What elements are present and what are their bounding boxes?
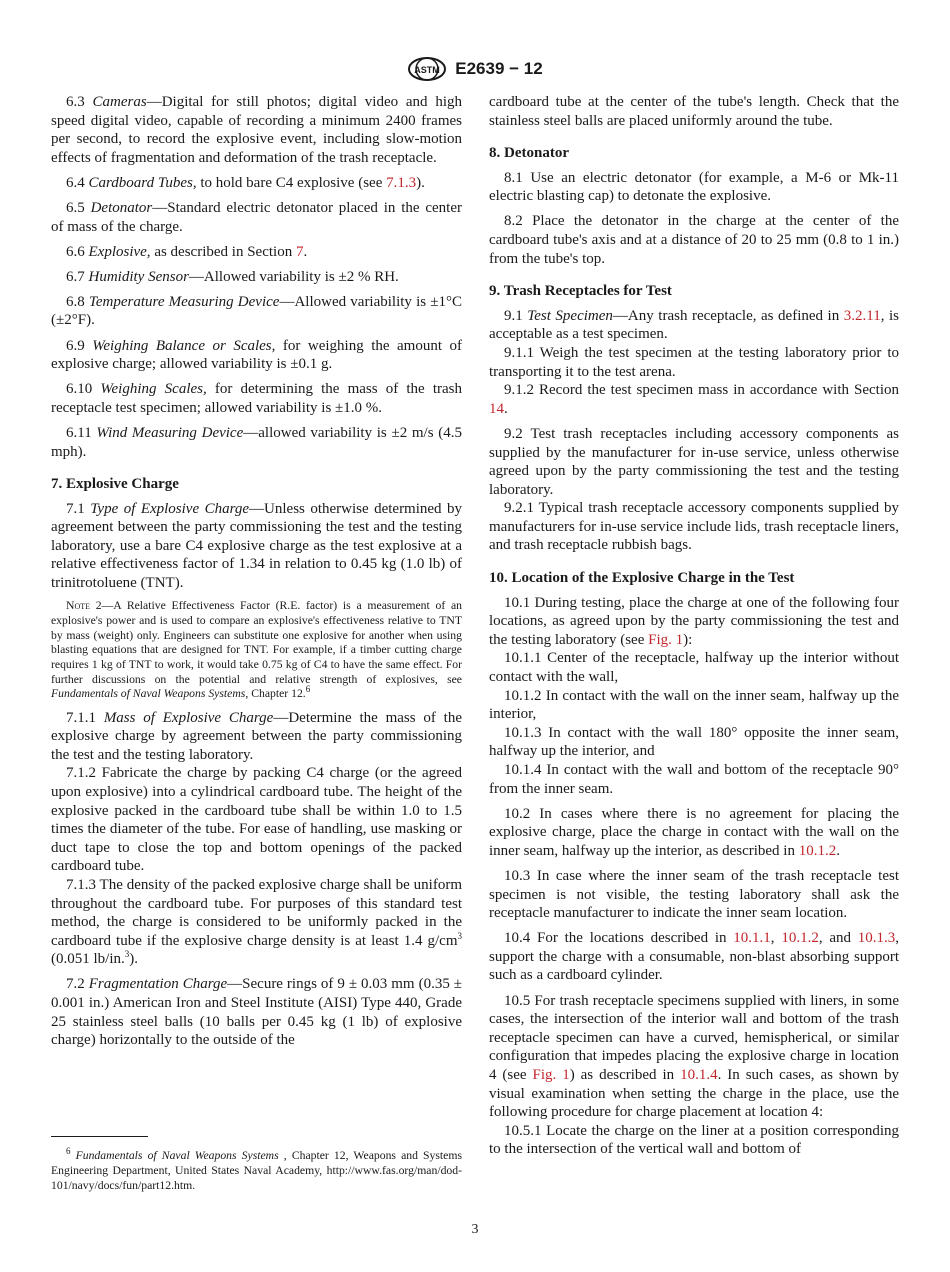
- page-header: [0, 56, 950, 82]
- paragraph-10-1-3: 10.1.3 In contact with the wall 180° opposite the inner seam, halfway up the interior, and: [489, 724, 899, 760]
- xref-10-1-2[interactable]: 10.1.2: [781, 930, 819, 947]
- paragraph-7-1-1: 7.1.1 Mass of Explosive Charge—Determine the mass of the explosive charge by agreement between the party commissioning the test and the testing laboratory.: [51, 709, 463, 763]
- paragraph-10-1-4: 10.1.4 In contact with the wall and bottom of the receptacle 90° from the inner seam.: [489, 762, 899, 797]
- xref-section-14[interactable]: 14: [489, 400, 504, 417]
- paragraph-10-3: 10.3 In case where the inner seam of the trash receptacle test specimen is not visible, the testing laboratory shall ask the receptacle manufacturer to indicate the inner seam location.: [489, 867, 899, 922]
- paragraph-6-6: 6.6 Explosive, as described in Section 7.: [66, 243, 308, 260]
- xref-10-1-2[interactable]: 10.1.2: [798, 842, 837, 859]
- footnote-6: $^6$ Fundamentals of Naval Weapons Systems , Chapter 12, Weapons and Systems Engineering Department, United States Naval Academy, http://www.fas.org/man/dod-101/navy/docs/fun/part12.htm.: [51, 1146, 463, 1192]
- paragraph-8-2: 8.2 Place the detonator in the charge at the center of the cardboard tube's axis and at a distance of 20 to 25 mm (0.8 to 1 in.) from the tube's top.: [489, 213, 899, 267]
- section-heading-7: 7. Explosive Charge: [51, 476, 179, 493]
- paragraph-10-4: 10.4 For the locations described in 10.1.1, 10.1.2, and 10.1.3, support the charge with a consumable, non-blast absorbing support such as a cardboard cylinder.: [489, 930, 899, 984]
- paragraph-9-2: 9.2 Test trash receptacles including accessory components as supplied by the manufacturer for in-use service, unless otherwise agreed upon by the party commissioning the test and the testing laboratory.: [489, 425, 899, 498]
- paragraph-9-1-2: 9.1.2 Record the test specimen mass in accordance with Section 14.: [489, 382, 899, 417]
- section-heading-9: 9. Trash Receptacles for Test: [489, 283, 672, 300]
- svg-text:ASTM: ASTM: [414, 65, 441, 75]
- paragraph-10-5: 10.5 For trash receptacle specimens supplied with liners, in some cases, the intersection of the interior wall and bottom of the trash receptacle specimen can have a curved, hemispherical, or similar configuration that impedes placing the explosive charge in location 4 (see Fig. 1) as described in 10.1.4. In such cases, as shown by visual examination when setting the charge in the place, use the following procedure for charge placement at location 4:: [489, 992, 899, 1121]
- paragraph-7-2-continued: cardboard tube at the center of the tube's length. Check that the stainless steel balls are placed uniformly around the tube.: [489, 94, 899, 129]
- paragraph-10-1: 10.1 During testing, place the charge at one of the following four locations, as agreed upon by the party commissioning the test and the testing laboratory (see Fig. 1):: [489, 594, 899, 648]
- section-heading-10: 10. Location of the Explosive Charge in the Test: [489, 570, 795, 587]
- paragraph-7-1-2: 7.1.2 Fabricate the charge by packing C4 charge (or the agreed upon explosive) into a cylindrical cardboard tube. The height of the explosive packed in the cardboard tube shall be within 1.0 to 1.5 times the diameter of the tube. For ease of handling, use masking or duct tape to close the top and bottom openings of the packed cardboard tube.: [51, 765, 462, 875]
- left-column: [51, 93, 462, 1056]
- paragraph-10-1-2: 10.1.2 In contact with the wall on the inner seam, halfway up the interior,: [489, 687, 899, 723]
- footnote-rule: [51, 1136, 148, 1137]
- xref-3-2-11[interactable]: 3.2.11: [843, 307, 881, 324]
- paragraph-7-1: 7.1 Type of Explosive Charge—Unless otherwise determined by agreement between the party commissioning the test and the testing laboratory, use a bare C4 explosive charge as the test explosive at a relative effectiveness factor of 1.34 in relation to 0.45 kg (1.0 lb) of trinitrotoluene (TNT).: [51, 500, 463, 592]
- paragraph-6-9: 6.9 Weighing Balance or Scales, for weighing the amount of explosive charge; allowed variability is ±0.1 g.: [51, 337, 462, 373]
- paragraph-7-2: 7.2 Fragmentation Charge—Secure rings of 9 ± 0.03 mm (0.35 ± 0.001 in.) American Iron and Steel Institute (AISI) Type 440, Grade 25 stainless steel balls (10 balls per 0.45 kg (1 lb) of explosive charge) horizontally to the outside of the: [51, 976, 463, 1049]
- paragraph-6-4: 6.4 Cardboard Tubes, to hold bare C4 explosive (see 7.1.3).: [66, 174, 425, 191]
- paragraph-6-10: 6.10 Weighing Scales, for determining the mass of the trash receptacle test specimen; allowed variability is ±1.0 %.: [51, 381, 463, 416]
- document-id: E2639 − 12: [455, 59, 543, 78]
- paragraph-10-2: 10.2 In cases where there is no agreement for placing the explosive charge, place the charge in contact with the wall on the inner seam, halfway up the interior, as described in 10.1.2.: [489, 805, 899, 859]
- paragraph-9-1: 9.1 Test Specimen—Any trash receptacle, as defined in 3.2.11, is acceptable as a test specimen.: [489, 307, 899, 343]
- note-2: Note 2—A Relative Effectiveness Factor (R.E. factor) is a measurement of an explosive's power and is used to compare an explosive's effectiveness relative to TNT by mass (weight) only. Engineers can substitute one explosive for another when using blasting equations that are designed for TNT. For example, if a timber cutting charge requires 1 kg of TNT to work, it would take 0.75 kg of C4 to have the same effect. For further discussions on the potential and relative strength of explosives, see Fundamentals of Naval Weapons Systems, Chapter 12.$^6$: [51, 599, 462, 701]
- paragraph-8-1: 8.1 Use an electric detonator (for example, a M-6 or Mk-11 electric blasting cap) to detonate the explosive.: [489, 169, 899, 205]
- paragraph-10-1-1: 10.1.1 Center of the receptacle, halfway up the interior without contact with the wall,: [489, 650, 899, 686]
- astm-logo: [407, 56, 447, 82]
- section-heading-8: 8. Detonator: [489, 145, 569, 162]
- paragraph-6-7: 6.7 Humidity Sensor—Allowed variability is ±2 % RH.: [66, 268, 399, 285]
- paragraph-9-2-1: 9.2.1 Typical trash receptacle accessory components supplied by manufacturers for in-use service include lids, trash receptacle liners, and trash receptacle rubbish bags.: [489, 500, 899, 554]
- xref-10-1-1[interactable]: 10.1.1: [733, 930, 771, 947]
- page-number: 3: [471, 1222, 479, 1237]
- right-column: [489, 93, 899, 1159]
- xref-fig-1[interactable]: Fig. 1: [648, 631, 684, 648]
- xref-section-7[interactable]: 7: [295, 243, 304, 260]
- paragraph-6-5: 6.5 Detonator—Standard electric detonator placed in the center of mass of the charge.: [51, 199, 463, 235]
- paragraph-10-5-1: 10.5.1 Locate the charge on the liner at a position corresponding to the intersection of the vertical wall and bottom of: [489, 1122, 899, 1158]
- paragraph-6-3: 6.3 Cameras—Digital for still photos; digital video and high speed digital video, capable of recording a minimum 2400 frames per second, to record the explosive event, including slow-motion effects of fragmentation and deformation of the trash receptacle.: [51, 94, 463, 166]
- xref-10-1-3[interactable]: 10.1.3: [857, 930, 896, 947]
- paragraph-9-1-1: 9.1.1 Weigh the test specimen at the testing laboratory prior to transporting it to the test arena.: [489, 345, 899, 380]
- xref-10-1-4[interactable]: 10.1.4: [680, 1066, 718, 1083]
- paragraph-6-11: 6.11 Wind Measuring Device—allowed variability is ±2 m/s (4.5 mph).: [51, 424, 462, 460]
- paragraph-6-8: 6.8 Temperature Measuring Device—Allowed variability is ±1°C (±2°F).: [51, 293, 463, 329]
- xref-7-1-3[interactable]: 7.1.3: [386, 174, 417, 191]
- paragraph-7-1-3: 7.1.3 The density of the packed explosive charge shall be uniform throughout the cardboard tube. For purposes of this standard test method, the charge is considered to be uniformly packed in the cardboard tube if the explosive charge density is at least 1.4 $g/cm^3$ (0.051 lb/in.$^3$).: [51, 876, 462, 968]
- xref-fig-1[interactable]: Fig. 1: [532, 1066, 570, 1083]
